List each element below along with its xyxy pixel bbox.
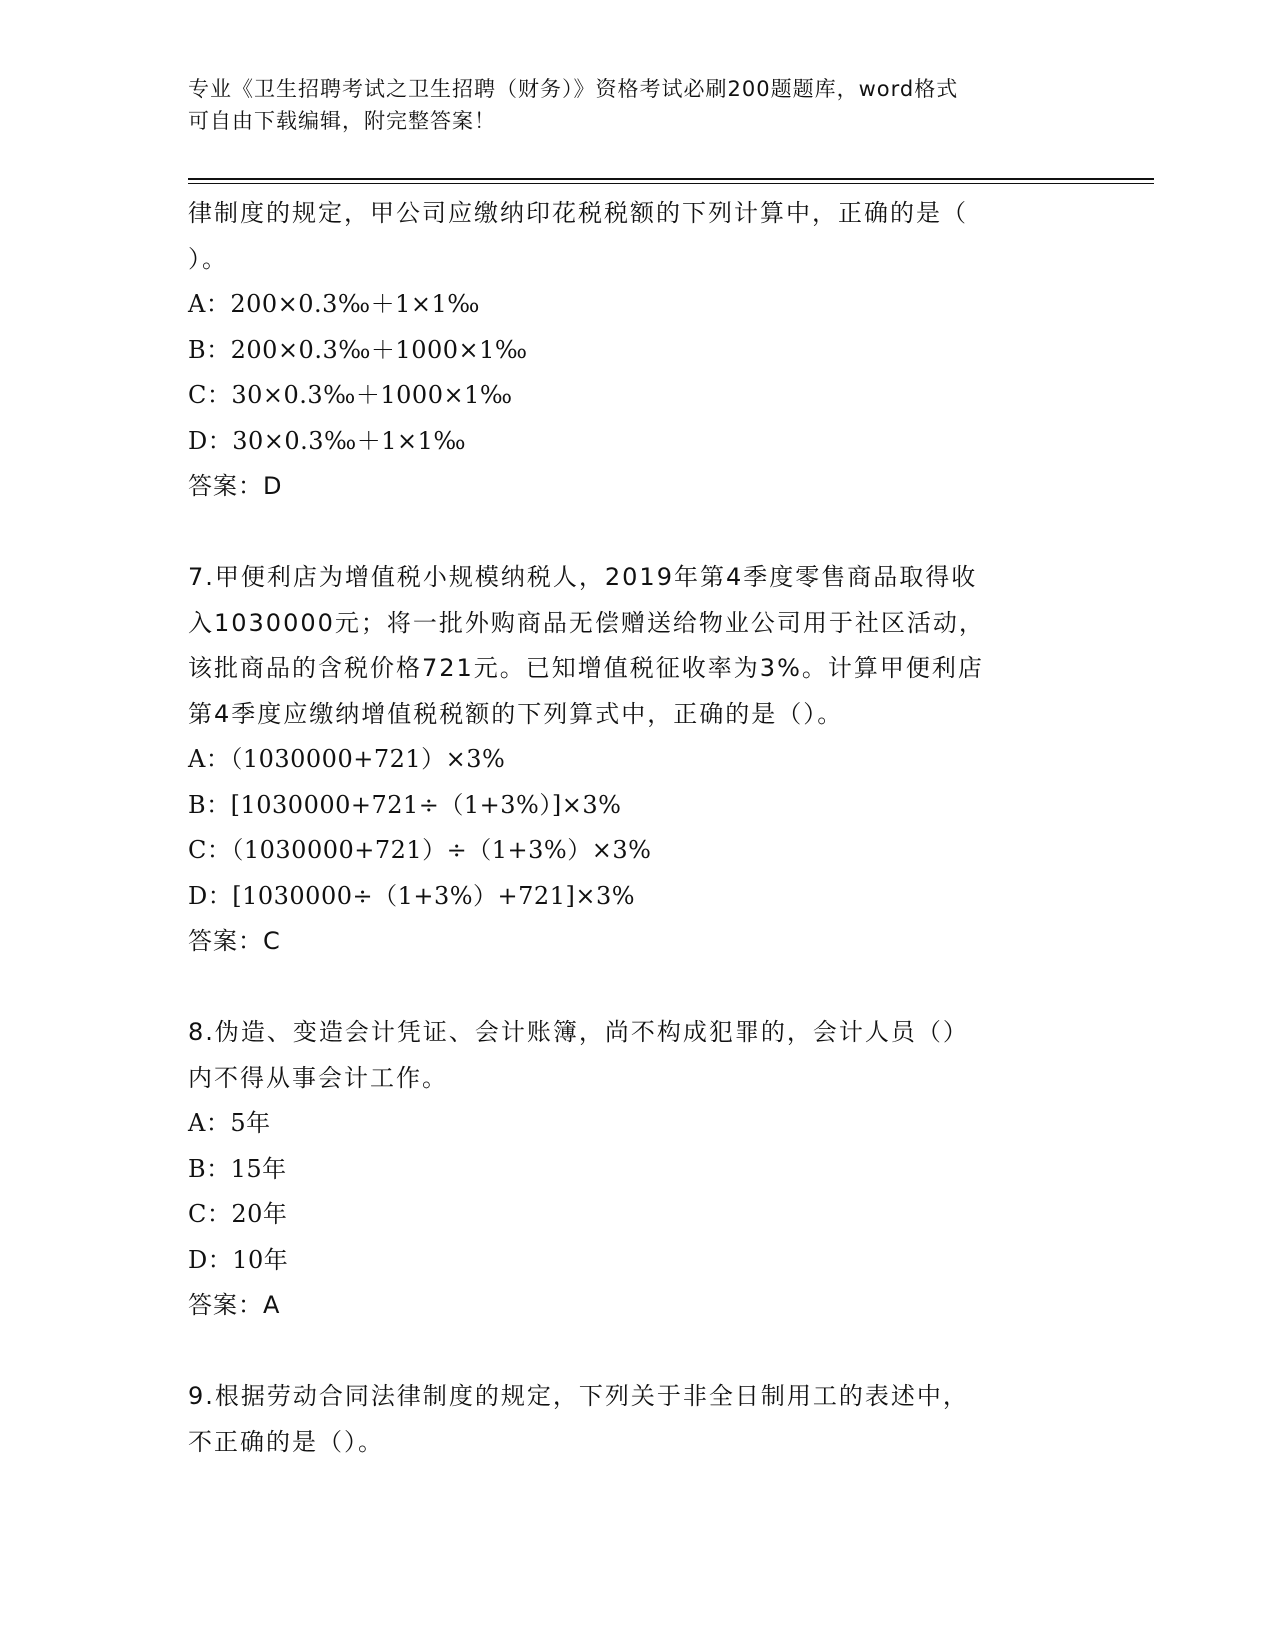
document-header (188, 73, 1088, 137)
question-7 (188, 555, 1068, 965)
question-6-option-c: C：30×0.3‰＋1000×1‰ (188, 381, 513, 409)
question-list (188, 191, 1068, 1465)
question-6-option-d: D：30×0.3‰＋1×1‰ (188, 426, 467, 455)
header-divider-thin (188, 183, 1154, 184)
question-8-option-b: B：15年 (188, 1154, 287, 1183)
spacer (188, 510, 1068, 556)
question-6-option-a: A：200×0.3‰＋1×1‰ (188, 290, 480, 318)
question-7-option-c: C：（1030000+721）÷（1+3%）×3% (188, 836, 652, 864)
header-line-1: 专业《卫生招聘考试之卫生招聘（财务）》资格考试必刷200题题库，word格式 (188, 77, 959, 101)
question-8-option-d: D：10年 (188, 1245, 289, 1274)
header-divider-thick (188, 178, 1154, 180)
question-8-stem-line-1: 8.伪造、变造会计凭证、会计账簿，尚不构成犯罪的，会计人员（） (188, 1018, 969, 1046)
question-8 (188, 1010, 1068, 1329)
question-6-answer: 答案：D (188, 472, 283, 500)
question-7-option-d: D：[1030000÷（1+3%）+721]×3% (188, 881, 636, 910)
question-7-stem-line-2: 入1030000元；将一批外购商品无偿赠送给物业公司用于社区活动， (188, 608, 985, 637)
question-6 (188, 191, 1068, 510)
question-6-stem-line-1: 律制度的规定，甲公司应缴纳印花税税额的下列计算中，正确的是（ (188, 199, 968, 227)
question-6-stem-line-2: ）。 (188, 244, 228, 273)
spacer (188, 965, 1068, 1011)
spacer (188, 1329, 1068, 1375)
question-7-stem-line-1: 7.甲便利店为增值税小规模纳税人，2019年第4季度零售商品取得收 (188, 563, 978, 591)
question-7-option-a: A：（1030000+721）×3% (188, 745, 506, 773)
question-7-stem-line-4: 第4季度应缴纳增值税税额的下列算式中，正确的是（）。 (188, 699, 844, 728)
question-8-option-c: C：20年 (188, 1200, 288, 1228)
question-6-option-b: B：200×0.3‰＋1000×1‰ (188, 335, 528, 364)
question-8-stem-line-2: 内不得从事会计工作。 (188, 1063, 448, 1092)
question-7-stem-line-3: 该批商品的含税价格721元。已知增值税征收率为3%。计算甲便利店 (188, 654, 984, 682)
question-8-answer: 答案：A (188, 1291, 281, 1319)
question-8-option-a: A：5年 (188, 1109, 271, 1137)
question-7-answer: 答案：C (188, 927, 281, 955)
header-line-2: 可自由下载编辑，附完整答案！ (188, 109, 496, 133)
question-7-option-b: B：[1030000+721÷（1+3%）]×3% (188, 790, 622, 819)
question-9-stem-line-1: 9.根据劳动合同法律制度的规定，下列关于非全日制用工的表述中， (188, 1382, 969, 1410)
question-9 (188, 1374, 1068, 1465)
question-9-stem-line-2: 不正确的是（）。 (188, 1427, 384, 1456)
